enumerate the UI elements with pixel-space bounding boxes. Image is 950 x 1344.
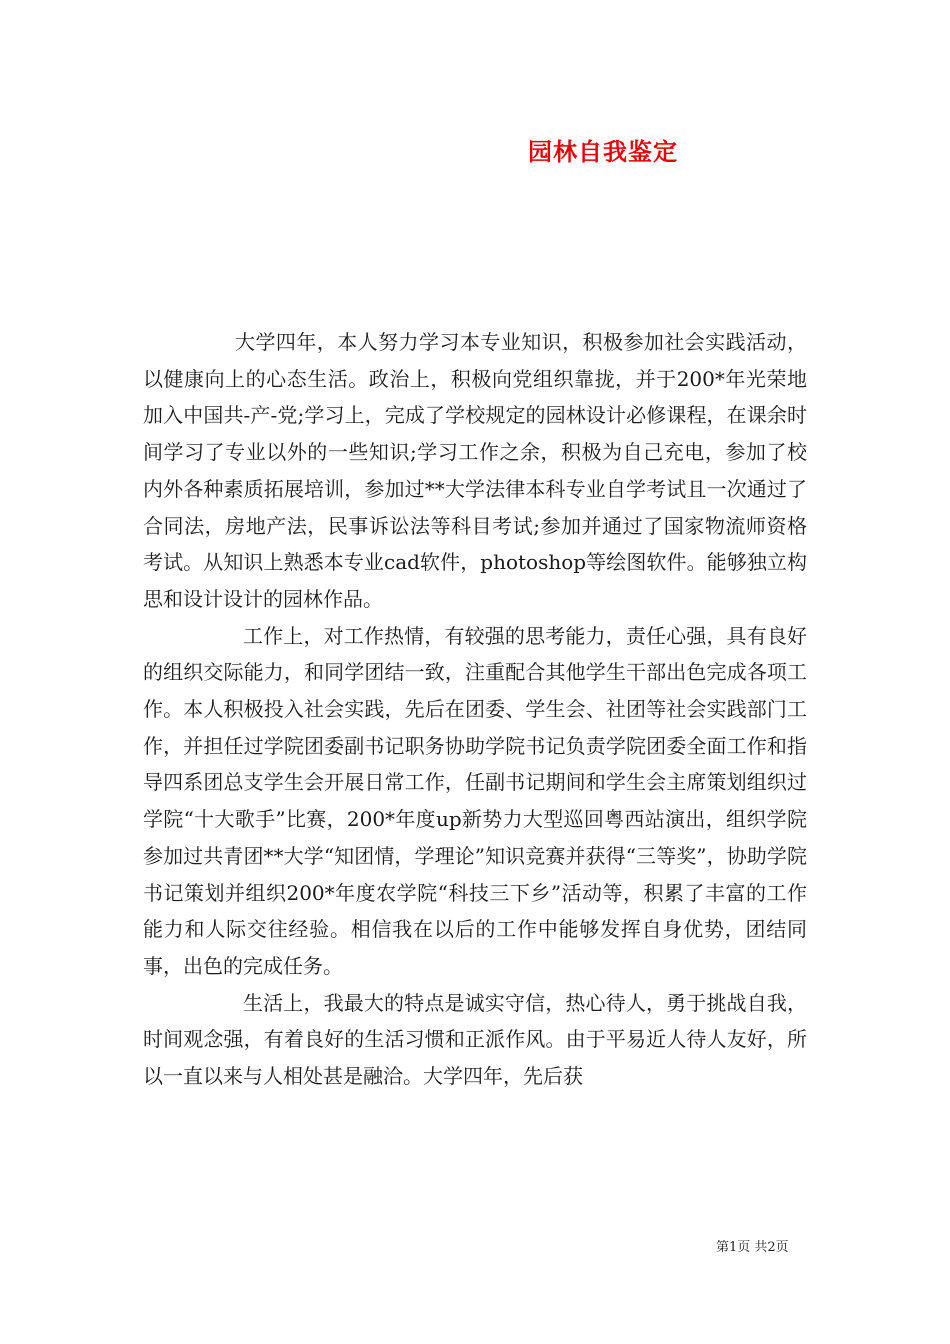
document-title: 园林自我鉴定 — [528, 137, 678, 166]
document-body — [143, 324, 807, 1095]
paragraph-work: 工作上，对工作热情，有较强的思考能力，责任心强，具有良好的组织交际能力，和同学团结一致，注重配合其他学生干部出色完成各项工作。本人积极投入社会实践，先后在团委、学生会、社团等社会实践部门工作，并担任过学院团委副书记职务协助学院书记负责学院团委全面工作和指导四系团总支学生会开展日常工作，任副书记期间和学生会主席策划组织过学院“十大歌手”比赛，200*年度up新势力大型巡回粤西站演出，组织学院参加过共青团**大学“知团情，学理论”知识竞赛并获得“三等奖”，协助学院书记策划并组织200*年度农学院“科技三下乡”活动等，积累了丰富的工作能力和人际交往经验。相信我在以后的工作中能够发挥自身优势，团结同事，出色的完成任务。 — [143, 623, 807, 978]
paragraph-life: 生活上，我最大的特点是诚实守信，热心待人，勇于挑战自我，时间观念强，有着良好的生活习惯和正派作风。由于平易近人待人友好，所以一直以来与人相处甚是融洽。大学四年，先后获 — [143, 990, 807, 1089]
page-number-footer: 第1页 共2页 — [716, 1240, 789, 1255]
paragraph-study: 大学四年，本人努力学习本专业知识，积极参加社会实践活动，以健康向上的心态生活。政治上，积极向党组织靠拢，并于200*年光荣地加入中国共-产-党;学习上，完成了学校规定的园林设计必修课程，在课余时间学习了专业以外的一些知识;学习工作之余，积极为自己充电，参加了校内外各种素质拓展培训，参加过**大学法律本科专业自学考试且一次通过了合同法，房地产法，民事诉讼法等科目考试;参加并通过了国家物流师资格考试。从知识上熟悉本专业cad软件，photoshop等绘图软件。能够独立构思和设计设计的园林作品。 — [143, 330, 807, 611]
